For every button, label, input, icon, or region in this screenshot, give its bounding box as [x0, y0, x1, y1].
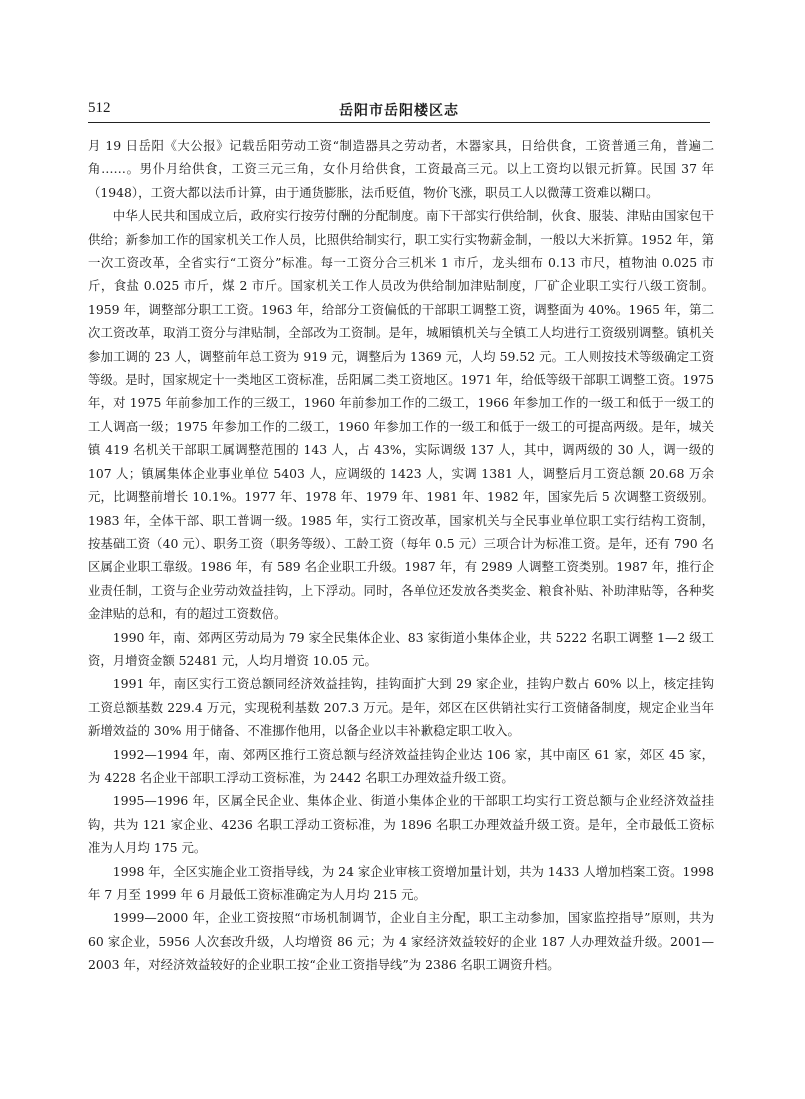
paragraph-1998: 1998 年，全区实施企业工资指导线，为 24 家企业审核工资增加量计划，共为 1433 人增加档案工资。1998 年 7 月至 1999 年 6 月最低工资标准确定为人月均 215 元。	[88, 863, 714, 902]
paragraph-1992-1994: 1992—1994 年，南、郊两区推行工资总额与经济效益挂钩企业达 106 家，其中南区 61 家，郊区 45 家，为 4228 名企业干部职工浮动工资标准，为 2442 名职工办理效益升级工资。	[88, 746, 714, 785]
paragraph-1999-2003: 1999—2000 年，企业工资按照“市场机制调节，企业自主分配，职工主动参加，国家监控指导”原则，共为 60 家企业，5956 人次套改升级，人均增资 86 元；为 4 家经济效益较好的企业 187 人办理效益升级。2001—2003 年，对经济效益较好的企业职工按“企业工资指导线”为 2386 名职工调资升档。	[88, 910, 714, 973]
paragraph-prc-founding: 中华人民共和国成立后，政府实行按劳付酬的分配制度。南下干部实行供给制，伙食、服装、津贴由国家包干供给；新参加工作的国家机关工作人员，比照供给制实行，职工实行实物薪金制，一般以大米折算。1952 年，第一次工资改革，全省实行“工资分”标准。每一工资分合三机米 1 市斤，龙头细布 0.13 市尺，植物油 0.025 市斤，食盐 0.025 市斤，煤 2 市斤。国家机关工作人员改为供给制加津贴制度，厂矿企业职工实行八级工资制。1959 年，调整部分职工工资。1963 年，给部分工资偏低的干部职工调整工资，调整面为 40%。1965 年，第二次工资改革，取消工资分与津贴制，全部改为工资制。是年，城厢镇机关与全镇工人均进行工资级别调整。镇机关参加工调的 23 人，调整前年总工资为 919 元，调整后为 1369 元，人均 59.52 元。工人则按技术等级确定工资等级。是时，国家规定十一类地区工资标准，岳阳属二类工资地区。1971 年，给低等级干部职工调整工资。1975 年，对 1975 年前参加工作的三级工，1960 年前参加工作的二级工，1966 年参加工作的一级工和低于一级工的工人调高一级；1975 年参加工作的二级工，1960 年参加工作的一级工和低于一级工的可提高两级。是年，城关镇 419 名机关干部职工属调整范围的 143 人，占 43%，实际调级 137 人，其中，调两级的 30 人，调一级的 107 人；镇属集体企业事业单位 5403 人，应调级的 1423 人，实调 1381 人，调整后月工资总额 20.68 万余元，比调整前增长 10.1%。1977 年、1978 年、1979 年、1981 年、1982 年，国家先后 5 次调整工资级别。1983 年，全体干部、职工普调一级。1985 年，实行工资改革，国家机关与全民事业单位职工实行结构工资制，按基础工资（40 元）、职务工资（职务等级）、工龄工资（每年 0.5 元）三项合计为标准工资。是年，还有 790 名区属企业职工靠级。1986 年，有 589 名企业职工升级。1987 年，有 2989 人调整工资类别。1987 年，推行企业责任制，工资与企业劳动效益挂钩，上下浮动。同时，各单位还发放各类奖金、粮食补贴、补助津贴等，各种奖金津贴的总和，有的超过工资数倍。	[88, 208, 714, 622]
running-title: 岳阳市岳阳楼区志	[339, 103, 459, 119]
page-number: 512	[88, 100, 111, 116]
paragraph-continued: 月 19 日岳阳《大公报》记载岳阳劳动工资“制造器具之劳动者，木器家具，日给供食，工资普通三角，普遍二角……。男仆月给供食，工资三元三角，女仆月给供食，工资最高三元。以上工资均以银元折算。民国 37 年（1948），工资大都以法币计算，由于通货膨胀，法币贬值，物价飞涨，职员工人以微薄工资难以糊口。	[88, 138, 714, 200]
paragraph-1995-1996: 1995—1996 年，区属全民企业、集体企业、街道小集体企业的干部职工均实行工资总额与企业经济效益挂钩，共为 121 家企业、4236 名职工浮动工资标准，为 1896 名职工办理效益升级工资。是年，全市最低工资标准为人月均 175 元。	[88, 793, 714, 856]
paragraph-1991: 1991 年，南区实行工资总额同经济效益挂钩，挂钩面扩大到 29 家企业，挂钩户数占 60% 以上，核定挂钩工资总额基数 229.4 万元，实现税利基数 207.3 万元。是年，郊区在区供销社实行工资储备制度，规定企业当年新增效益的 30% 用于储备、不准挪作他用，以备企业以丰补歉稳定职工收入。	[88, 676, 714, 739]
paragraph-1990: 1990 年，南、郊两区劳动局为 79 家全民集体企业、83 家街道小集体企业，共 5222 名职工调整 1—2 级工资，月增资金额 52481 元，人均月增资 10.05 元。	[88, 629, 714, 668]
body-text	[88, 134, 714, 977]
page-header	[88, 100, 710, 123]
